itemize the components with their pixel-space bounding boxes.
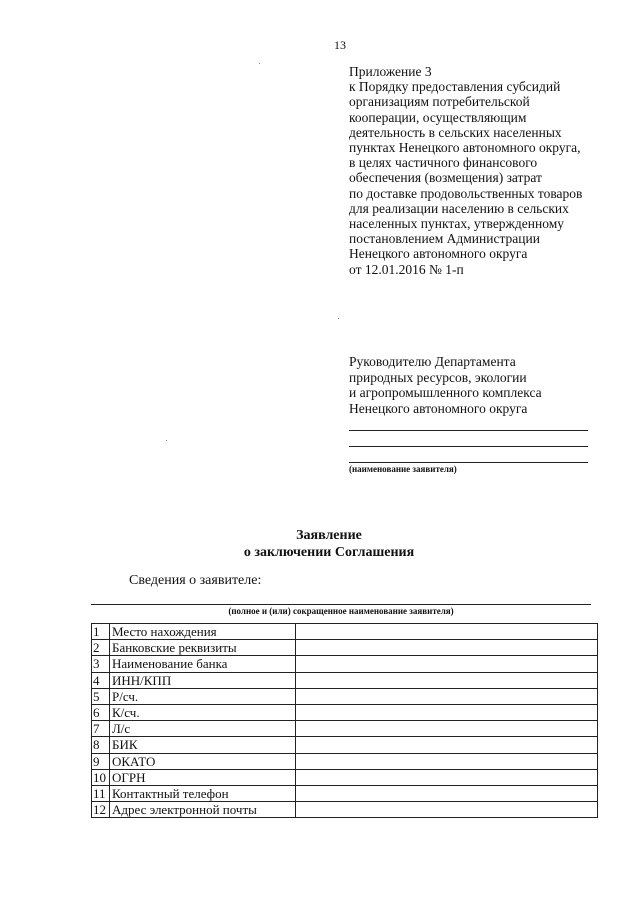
addressee-block <box>349 354 629 416</box>
applicant-line-1 <box>349 430 588 431</box>
row-value-field[interactable] <box>295 672 597 688</box>
appendix-line: от 12.01.2016 № 1-п <box>349 261 464 277</box>
appendix-line: для реализации населению в сельских <box>349 200 569 216</box>
row-value-field[interactable] <box>295 802 597 818</box>
table-row <box>92 785 598 801</box>
row-number: 2 <box>92 640 110 656</box>
row-label: Р/сч. <box>109 688 295 704</box>
row-label: Наименование банка <box>109 656 295 672</box>
row-label: Контактный телефон <box>109 785 295 801</box>
row-number: 12 <box>92 802 110 818</box>
appendix-line: обеспечения (возмещения) затрат <box>349 170 542 186</box>
addressee-line: Руководителю Департамента <box>349 354 516 369</box>
appendix-line: населенных пунктах, утвержденному <box>349 216 564 232</box>
row-number: 8 <box>92 737 110 753</box>
document-title <box>0 527 640 561</box>
appendix-line: в целях частичного финансового <box>349 155 538 171</box>
scan-speck <box>338 318 339 319</box>
appendix-line: Ненецкого автономного округа <box>349 246 528 262</box>
row-value-field[interactable] <box>295 737 597 753</box>
table-row <box>92 802 598 818</box>
table-row <box>92 672 598 688</box>
row-label: БИК <box>109 737 295 753</box>
row-value-field[interactable] <box>295 704 597 720</box>
table-row <box>92 704 598 720</box>
scan-speck <box>259 63 260 64</box>
appendix-line: пунктах Ненецкого автономного округа, <box>349 140 581 156</box>
applicant-info-heading: Сведения о заявителе: <box>129 573 262 588</box>
table-row <box>92 769 598 785</box>
addressee-line: и агропромышленного комплекса <box>349 385 542 401</box>
appendix-line: к Порядку предоставления субсидий <box>349 79 561 95</box>
row-number: 3 <box>92 656 110 672</box>
row-number: 11 <box>92 785 110 801</box>
row-number: 5 <box>92 688 110 704</box>
row-label: ОКАТО <box>109 753 295 769</box>
row-label: Банковские реквизиты <box>109 640 295 656</box>
row-number: 9 <box>92 753 110 769</box>
row-number: 1 <box>92 624 110 640</box>
applicant-name-caption: (полное и (или) сокращенное наименование заявителя) <box>228 606 454 616</box>
appendix-block <box>349 64 629 277</box>
table-row <box>92 753 598 769</box>
appendix-line: Приложение 3 <box>349 64 432 79</box>
row-value-field[interactable] <box>295 688 597 704</box>
row-label: ОГРН <box>109 769 295 785</box>
row-number: 7 <box>92 721 110 737</box>
applicant-caption: (наименование заявителя) <box>349 464 457 474</box>
page-number: 13 <box>334 38 346 52</box>
row-label: ИНН/КПП <box>109 672 295 688</box>
appendix-line: деятельность в сельских населенных <box>349 124 562 140</box>
row-value-field[interactable] <box>295 721 597 737</box>
appendix-line: по доставке продовольственных товаров <box>349 185 583 201</box>
table-row <box>92 656 598 672</box>
table-row <box>92 688 598 704</box>
applicant-info-table <box>91 623 598 818</box>
row-label: Адрес электронной почты <box>109 802 295 818</box>
applicant-name-line <box>91 604 591 605</box>
table-row <box>92 640 598 656</box>
title-line-2: о заключении Соглашения <box>243 545 415 560</box>
row-value-field[interactable] <box>295 624 597 640</box>
appendix-line: кооперации, осуществляющим <box>349 109 527 125</box>
row-value-field[interactable] <box>295 656 597 672</box>
title-line-1: Заявление <box>296 528 362 543</box>
row-label: Л/с <box>109 721 295 737</box>
row-value-field[interactable] <box>295 785 597 801</box>
row-value-field[interactable] <box>295 640 597 656</box>
appendix-line: организациям потребительской <box>349 94 530 110</box>
row-label: К/сч. <box>109 704 295 720</box>
applicant-line-3 <box>349 462 588 463</box>
addressee-line: Ненецкого автономного округа <box>349 400 528 416</box>
row-number: 6 <box>92 704 110 720</box>
applicant-line-2 <box>349 446 588 447</box>
row-label: Место нахождения <box>109 624 295 640</box>
appendix-line: постановлением Администрации <box>349 231 540 247</box>
table-row <box>92 721 598 737</box>
table-row <box>92 624 598 640</box>
row-value-field[interactable] <box>295 769 597 785</box>
row-value-field[interactable] <box>295 753 597 769</box>
scan-speck <box>166 440 167 441</box>
table-row <box>92 737 598 753</box>
row-number: 10 <box>92 769 110 785</box>
addressee-line: природных ресурсов, экологии <box>349 369 527 385</box>
row-number: 4 <box>92 672 110 688</box>
